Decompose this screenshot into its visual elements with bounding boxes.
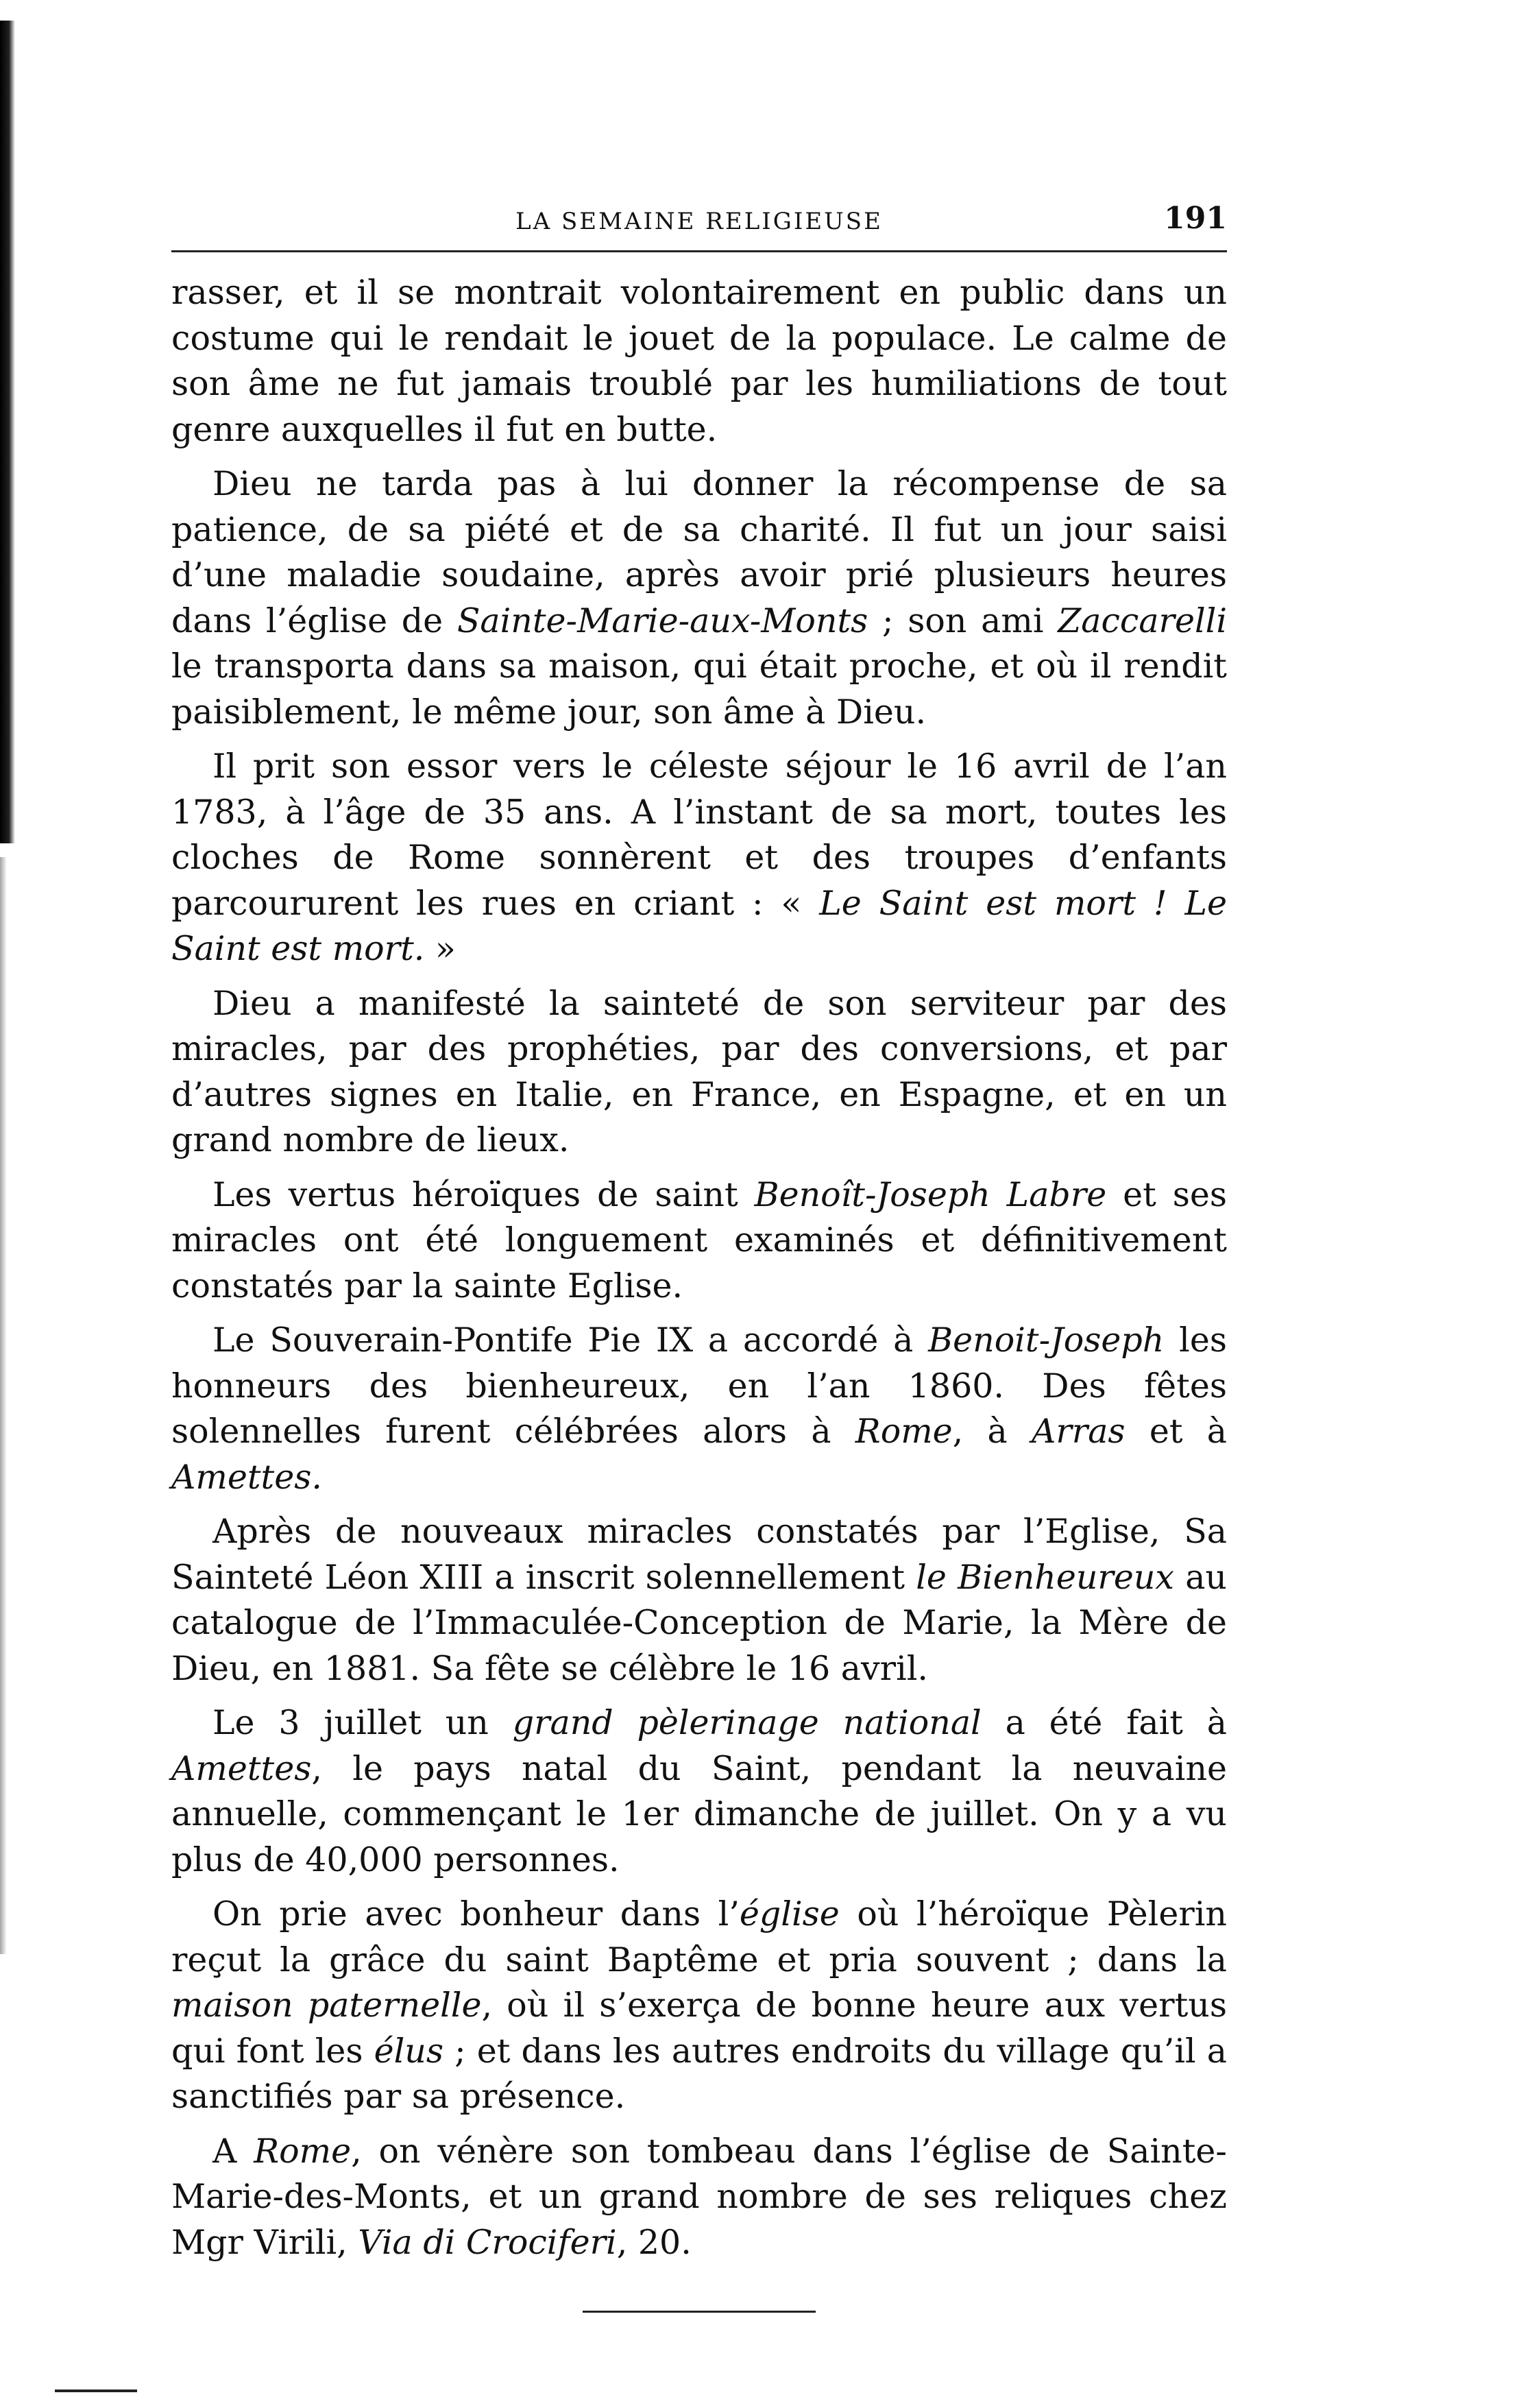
text-run: , où il s’exerça de bonne heure aux vertus qui font les (171, 1986, 1227, 2071)
paragraph (171, 1700, 1227, 1883)
text-run: » (424, 929, 456, 968)
paragraph (171, 2129, 1227, 2266)
text-run: et à (1125, 1412, 1227, 1451)
text-run: Le 3 juillet un (212, 1703, 513, 1742)
italic-text: Le Saint est mort ! Le Saint est mort. (171, 883, 1227, 968)
text-run: A (212, 2131, 254, 2171)
text-run: Dieu a manifesté la sainteté de son serviteur par des miracles, par des prophéties, par des conversions, et par d’autres signes en Italie, en France, en Espagne, et en un grand nombre de lieux. (171, 983, 1227, 1159)
text-run: ; son ami (868, 601, 1058, 640)
binding-edge-shadow (0, 21, 15, 843)
paragraph (171, 1509, 1227, 1691)
text-run: Dieu ne tarda pas à lui donner la récompense de sa patience, de sa piété et de sa charité. Il fut un jour saisi d’une maladie soudaine, après avoir prié plusieurs heures dans l’église de (171, 464, 1227, 640)
italic-text: Benoît-Joseph Labre (754, 1175, 1107, 1214)
text-run: Le Souverain-Pontife Pie IX a accordé à (212, 1321, 929, 1360)
paragraph (171, 981, 1227, 1164)
paragraph (171, 1892, 1227, 2120)
text-run: rasser, et il se montrait volontairement en public dans un costume qui le rendait le jouet de la populace. Le calme de son âme ne fut jamais troublé par les humiliations de tout genre auxquelles il fut en butte. (171, 273, 1227, 449)
text-run: , 20. (616, 2222, 692, 2262)
text-run: Après de nouveaux miracles constatés par l’Eglise, Sa Sainteté Léon XIII a inscrit solennellement (171, 1512, 1227, 1597)
italic-text: Arras (1031, 1412, 1125, 1451)
text-run: , on vénère son tombeau dans l’église de Sainte-Marie-des-Monts, et un grand nombre de ses reliques chez Mgr Virili, (171, 2131, 1227, 2262)
text-run: le transporta dans sa maison, qui était proche, et où il rendit paisiblement, le même jour, son âme à Dieu. (171, 647, 1227, 732)
paragraph (171, 744, 1227, 972)
italic-text: Via di Crociferi (358, 2222, 617, 2262)
text-run: au catalogue de l’Immaculée-Conception de Marie, la Mère de Dieu, en 1881. Sa fête se célèbre le 16 avril. (171, 1557, 1227, 1688)
italic-text: grand pèlerinage national (512, 1703, 982, 1742)
paragraph (171, 1318, 1227, 1500)
text-run: les honneurs des bienheureux, en l’an 1860. Des fêtes solennelles furent célébrées alors à (171, 1321, 1227, 1451)
text-run: Il prit son essor vers le céleste séjour le 16 avril de l’an 1783, à l’âge de 35 ans. A l’instant de sa mort, toutes les cloches de Rome sonnèrent et des troupes d’enfants parcoururent les rues en criant : « (171, 747, 1227, 923)
text-run: On prie avec bonheur dans l’ (212, 1894, 740, 1934)
paragraph (171, 1172, 1227, 1310)
end-rule (583, 2311, 816, 2313)
italic-text: église (739, 1894, 840, 1934)
text-run: Les vertus héroïques de saint (212, 1175, 755, 1214)
running-title: LA SEMAINE RELIGIEUSE (515, 208, 883, 235)
text-body (171, 270, 1227, 2265)
header-rule (171, 250, 1227, 252)
italic-text: Rome (855, 1412, 953, 1451)
text-run: où l’héroïque Pèlerin reçut la grâce du saint Baptême et pria souvent ; dans la (171, 1894, 1227, 1979)
italic-text: le Bienheureux (916, 1557, 1175, 1597)
scan-corner-mark (55, 2389, 137, 2392)
italic-text: Zaccarelli (1058, 601, 1227, 640)
italic-text: élus (374, 2031, 443, 2071)
text-run: a été fait à (981, 1703, 1227, 1742)
running-head (171, 195, 1227, 243)
italic-text: Amettes (171, 1748, 312, 1788)
italic-text: Benoit-Joseph (928, 1321, 1165, 1360)
text-run: , à (952, 1412, 1032, 1451)
paragraph (171, 270, 1227, 453)
page-number: 191 (1164, 201, 1227, 236)
italic-text: Sainte-Marie-aux-Monts (457, 601, 868, 640)
book-page (171, 195, 1227, 2313)
text-run: , le pays natal du Saint, pendant la neuvaine annuelle, commençant le 1er dimanche de juillet. On y a vu plus de 40,000 personnes. (171, 1748, 1227, 1879)
italic-text: Amettes. (171, 1457, 322, 1497)
paragraph (171, 461, 1227, 735)
text-run: et ses miracles ont été longuement examinés et définitivement constatés par la sainte Eglise. (171, 1175, 1227, 1305)
binding-edge-shadow-lower (0, 857, 7, 1954)
italic-text: maison paternelle (171, 1986, 482, 2025)
italic-text: Rome (254, 2131, 352, 2171)
text-run: ; et dans les autres endroits du village qu’il a sanctifiés par sa présence. (171, 2031, 1227, 2116)
